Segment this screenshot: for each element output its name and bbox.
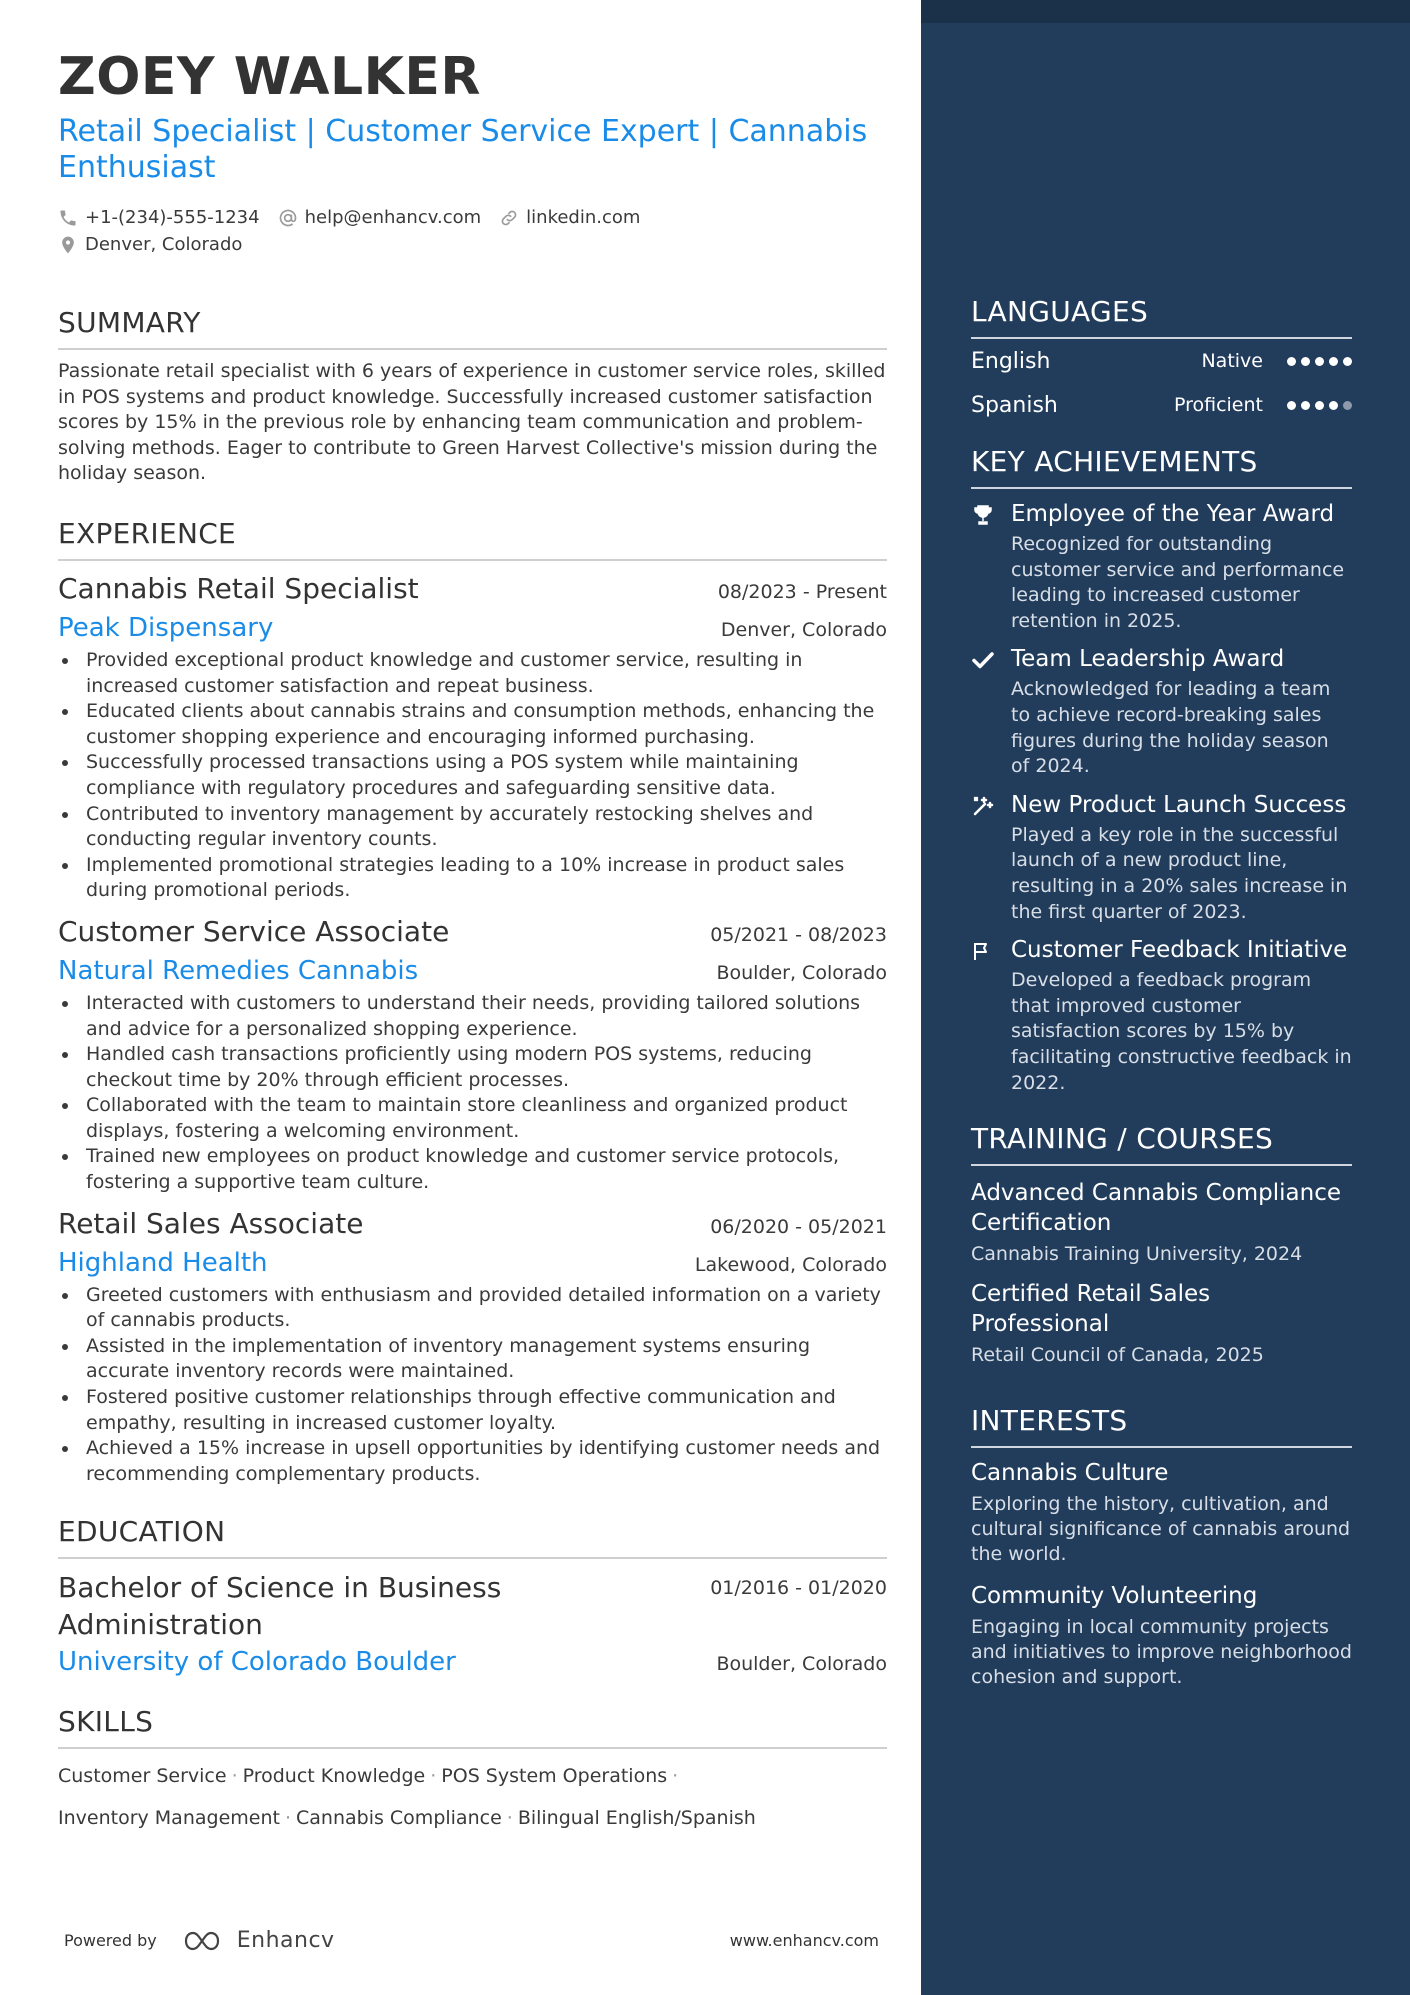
skill-separator: ·: [430, 1765, 437, 1788]
powered-by-label: Powered by: [64, 1931, 157, 1950]
website-contact[interactable]: [499, 207, 640, 228]
job-location: Denver, Colorado: [720, 618, 887, 641]
job-bullet: Implemented promotional strategies leading to a 10% increase in product sales during promotional periods.: [58, 853, 887, 904]
magic-wand-icon: [971, 794, 995, 818]
education-dates: 01/2016 - 01/2020: [710, 1577, 887, 1600]
job-bullet: Educated clients about cannabis strains and consumption methods, enhancing the customer shopping experience and encouraging informed purchasing.: [58, 699, 887, 750]
job-bullet: Interacted with customers to understand their needs, providing tailored solutions and advice for a personalized shopping experience.: [58, 991, 887, 1042]
interest-item: [971, 1458, 1352, 1567]
course-provider: Cannabis Training University, 2024: [971, 1243, 1303, 1266]
job-bullets: [58, 991, 887, 1196]
rating-dot-empty: [1343, 401, 1352, 410]
achievement-description: Developed a feedback program that improved customer satisfaction scores by 15% by facilitating constructive feedback in 2022.: [1011, 969, 1352, 1094]
rating-dot-filled: [1315, 357, 1324, 366]
experience-heading: EXPERIENCE: [58, 517, 887, 561]
job-dates: 06/2020 - 05/2021: [710, 1215, 887, 1238]
languages-heading: LANGUAGES: [971, 295, 1352, 339]
trophy-icon: [971, 503, 995, 527]
job-bullet: Greeted customers with enthusiasm and provided detailed information on a variety of cannabis products.: [58, 1283, 887, 1334]
achievement-title: Team Leadership Award: [1011, 646, 1285, 673]
interests-section: [971, 1404, 1352, 1690]
brand-name: Enhancv: [236, 1928, 335, 1953]
rating-dot-filled: [1301, 401, 1310, 410]
company-name: Natural Remedies Cannabis: [58, 955, 419, 986]
location-contact: [58, 234, 242, 255]
education-section: [58, 1515, 887, 1679]
skill-separator: ·: [506, 1807, 513, 1830]
rating-dot-filled: [1329, 357, 1338, 366]
at-icon: [278, 208, 298, 228]
job-title: Customer Service Associate: [58, 914, 450, 948]
flag-icon: [971, 939, 995, 963]
language-rating: [1287, 401, 1352, 410]
skills-heading: SKILLS: [58, 1705, 887, 1749]
candidate-name: ZOEY WALKER: [58, 47, 481, 107]
achievement-title: New Product Launch Success: [1011, 791, 1347, 818]
achievement-item: [971, 644, 1352, 779]
skill-item: Inventory Management: [58, 1807, 280, 1830]
rating-dot-filled: [1315, 401, 1324, 410]
education-location: Boulder, Colorado: [716, 1653, 887, 1676]
course-title: Certified Retail Sales Professional: [971, 1281, 1211, 1338]
course-title: Advanced Cannabis Compliance Certification: [971, 1180, 1341, 1237]
interest-description: Engaging in local community projects and initiatives to improve neighborhood cohesion and support.: [971, 1616, 1352, 1689]
powered-by: [64, 1928, 335, 1953]
job-bullet: Handled cash transactions proficiently using modern POS systems, reducing checkout time by 20% through efficient processes.: [58, 1042, 887, 1093]
location-pin-icon: [58, 235, 78, 255]
website-text: linkedin.com: [526, 207, 641, 228]
job-title: Retail Sales Associate: [58, 1206, 364, 1240]
language-row: [971, 383, 1352, 427]
job-location: Boulder, Colorado: [716, 961, 887, 984]
job-bullet: Assisted in the implementation of inventory management systems ensuring accurate inventory records were maintained.: [58, 1334, 887, 1385]
job-entry: [58, 571, 887, 904]
rating-dot-filled: [1301, 357, 1310, 366]
checkmark-icon: [971, 648, 995, 672]
language-level: Proficient: [1173, 394, 1263, 416]
job-bullet: Collaborated with the team to maintain store cleanliness and organized product displays, fostering a welcoming environment.: [58, 1093, 887, 1144]
headline: Retail Specialist | Customer Service Expert | Cannabis Enthusiast: [58, 114, 868, 185]
summary-section: [58, 306, 887, 487]
phone-icon: [58, 208, 78, 228]
achievement-description: Recognized for outstanding customer service and performance leading to increased customer retention in 2025.: [1011, 533, 1345, 632]
rating-dot-filled: [1343, 357, 1352, 366]
degree-title: Bachelor of Science in Business Administration: [58, 1571, 502, 1642]
achievement-item: [971, 790, 1352, 925]
school-name: University of Colorado Boulder: [58, 1647, 456, 1678]
company-name: Highland Health: [58, 1247, 268, 1278]
skill-item: Cannabis Compliance: [296, 1807, 502, 1830]
brand-logo[interactable]: [183, 1928, 335, 1953]
job-entry: [58, 914, 887, 1196]
skill-separator: ·: [672, 1765, 679, 1788]
job-bullet: Fostered positive customer relationships through effective communication and empathy, resulting in increased customer loyalty.: [58, 1385, 887, 1436]
language-row: [971, 339, 1352, 383]
achievement-item: [971, 935, 1352, 1096]
skills-list: [58, 1755, 758, 1839]
rating-dot-filled: [1287, 357, 1296, 366]
contact-info: [58, 204, 887, 258]
main-column: [58, 48, 887, 1839]
languages-section: [971, 295, 1352, 427]
company-name: Peak Dispensary: [58, 612, 274, 643]
experience-section: [58, 517, 887, 1487]
rating-dot-filled: [1287, 401, 1296, 410]
achievement-title: Employee of the Year Award: [1011, 501, 1335, 527]
training-heading: TRAINING / COURSES: [971, 1122, 1352, 1166]
footer: [64, 1928, 879, 1953]
interest-title: Community Volunteering: [971, 1583, 1258, 1610]
email-contact[interactable]: [278, 207, 482, 228]
achievement-title: Customer Feedback Initiative: [1011, 937, 1348, 964]
language-name: Spanish: [971, 392, 1058, 418]
job-bullet: Trained new employees on product knowledge and customer service protocols, fostering a supportive team culture.: [58, 1144, 887, 1195]
achievement-description: Played a key role in the successful launch of a new product line, resulting in a 20% sales increase in the first quarter of 2023.: [1011, 823, 1348, 923]
course-item: [971, 1279, 1352, 1368]
language-level: Native: [1201, 350, 1263, 372]
job-bullets: [58, 1283, 887, 1488]
phone-contact[interactable]: [58, 207, 260, 228]
interest-title: Cannabis Culture: [971, 1460, 1169, 1487]
link-icon: [499, 208, 519, 228]
job-bullets: [58, 648, 887, 904]
interests-heading: INTERESTS: [971, 1404, 1352, 1448]
achievement-description: Acknowledged for leading a team to achieve record-breaking sales figures during the holiday season of 2024.: [1011, 678, 1331, 778]
skill-separator: ·: [284, 1807, 291, 1830]
sidebar: [921, 0, 1410, 1995]
job-bullet: Contributed to inventory management by accurately restocking shelves and conducting regular inventory counts.: [58, 802, 887, 853]
sidebar-top-bar: [921, 0, 1410, 23]
skill-item: Customer Service: [58, 1765, 227, 1788]
course-item: [971, 1178, 1352, 1267]
interest-item: [971, 1581, 1352, 1690]
job-entry: [58, 1206, 887, 1488]
email-text: help@enhancv.com: [304, 207, 482, 228]
course-provider: Retail Council of Canada, 2025: [971, 1344, 1264, 1367]
rating-dot-filled: [1329, 401, 1338, 410]
summary-text: Passionate retail specialist with 6 years of experience in customer service roles, skilled in POS systems and product knowledge. Successfully increased customer satisfaction scores by 15% in the previous role by enhancing team communication and problem-solving methods. Eager to contribute to Green Harvest Collective's mission during the holiday season.: [58, 360, 886, 485]
skill-item: POS System Operations: [441, 1765, 668, 1788]
achievements-section: [971, 445, 1352, 1096]
training-section: [971, 1122, 1352, 1368]
achievement-item: [971, 499, 1352, 634]
job-title: Cannabis Retail Specialist: [58, 571, 419, 605]
skill-item: Bilingual English/Spanish: [517, 1807, 756, 1830]
language-rating: [1287, 357, 1352, 366]
skill-item: Product Knowledge: [242, 1765, 426, 1788]
interest-description: Exploring the history, cultivation, and cultural significance of cannabis around the world.: [971, 1493, 1351, 1566]
footer-url[interactable]: www.enhancv.com: [729, 1931, 879, 1950]
skills-section: [58, 1705, 887, 1839]
language-name: English: [971, 348, 1051, 374]
education-heading: EDUCATION: [58, 1515, 887, 1559]
job-dates: 05/2021 - 08/2023: [710, 923, 887, 946]
job-bullet: Provided exceptional product knowledge and customer service, resulting in increased customer satisfaction and repeat business.: [58, 648, 887, 699]
sidebar-content: [971, 295, 1352, 1690]
job-dates: 08/2023 - Present: [717, 580, 887, 603]
enhancv-logo-icon: [183, 1929, 229, 1953]
achievements-heading: KEY ACHIEVEMENTS: [971, 445, 1352, 489]
location-text: Denver, Colorado: [85, 234, 243, 255]
phone-text: +1-(234)-555-1234: [85, 207, 260, 228]
job-bullet: Successfully processed transactions using a POS system while maintaining compliance with regulatory procedures and safeguarding sensitive data.: [58, 750, 887, 801]
job-location: Lakewood, Colorado: [694, 1253, 887, 1276]
skill-separator: ·: [231, 1765, 238, 1788]
summary-heading: SUMMARY: [58, 306, 887, 350]
job-bullet: Achieved a 15% increase in upsell opportunities by identifying customer needs and recommending complementary products.: [58, 1436, 887, 1487]
